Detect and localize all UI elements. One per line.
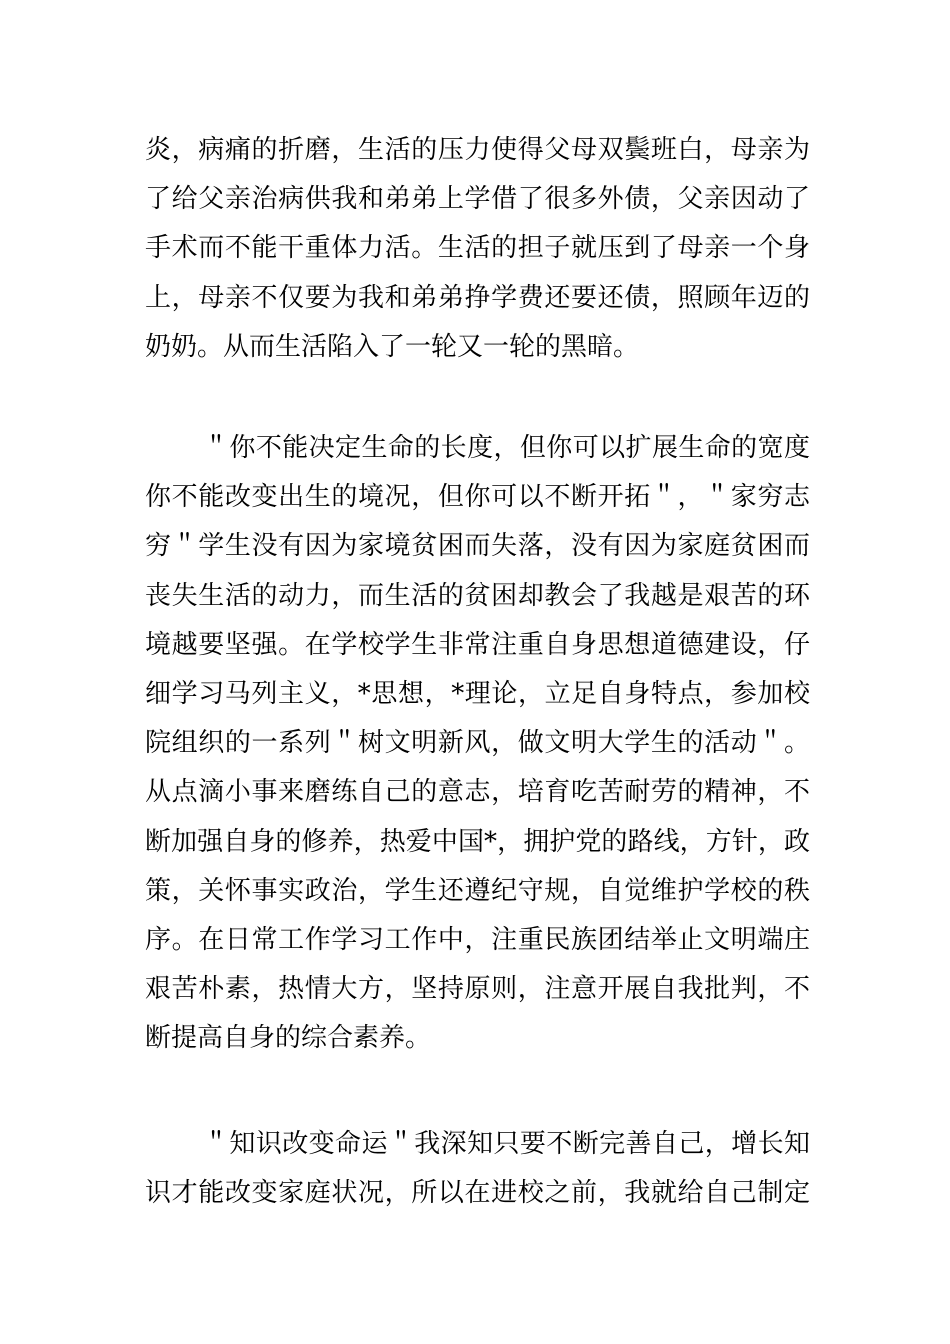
text-line: 炎，病痛的折磨，生活的压力使得父母双鬓班白，母亲为	[145, 135, 810, 165]
text-line: 艰苦朴素，热情大方，坚持原则，注意开展自我批判，不	[145, 974, 810, 1005]
text-line: 断提高自身的综合素养。	[145, 1023, 432, 1054]
text-line: 境越要坚强。在学校学生非常注重自身思想道德建设，仔	[145, 629, 810, 660]
text-line: 上，母亲不仅要为我和弟弟挣学费还要还债，照顾年迈的	[145, 282, 810, 313]
text-line: 了给父亲治病供我和弟弟上学借了很多外债，父亲因动了	[145, 184, 810, 215]
paragraph-3	[145, 1120, 810, 1218]
text-line: 策，关怀事实政治，学生还遵纪守规，自觉维护学校的秩	[145, 875, 810, 906]
text-line: 细学习马列主义，*思想，*理论，立足自身特点，参加校	[145, 678, 810, 709]
paragraph-2	[145, 424, 810, 1063]
text-line: 手术而不能干重体力活。生活的担子就压到了母亲一个身	[145, 233, 810, 264]
text-line: 你不能改变出生的境况，但你可以不断开拓＂，＂家穷志	[145, 482, 810, 513]
text-line: 识才能改变家庭状况，所以在进校之前，我就给自己制定	[145, 1178, 810, 1209]
text-line: 断加强自身的修养，热爱中国*，拥护党的路线，方针，政	[145, 826, 810, 857]
text-line: 穷＂学生没有因为家境贫困而失落，没有因为家庭贫困而	[145, 531, 810, 562]
text-line: 院组织的一系列＂树文明新风，做文明大学生的活动＂。	[145, 728, 810, 759]
text-line: 丧失生活的动力，而生活的贫困却教会了我越是艰苦的环	[145, 580, 810, 611]
text-line: 奶奶。从而生活陷入了一轮又一轮的黑暗。	[145, 331, 640, 362]
text-line: 序。在日常工作学习工作中，注重民族团结举止文明端庄	[145, 924, 810, 955]
paragraph-1	[145, 126, 810, 372]
text-line: ＂你不能决定生命的长度，但你可以扩展生命的宽度	[203, 433, 810, 463]
text-line: 从点滴小事来磨练自己的意志，培育吃苦耐劳的精神，不	[145, 777, 810, 808]
text-line: ＂知识改变命运＂我深知只要不断完善自己，增长知	[203, 1129, 810, 1159]
